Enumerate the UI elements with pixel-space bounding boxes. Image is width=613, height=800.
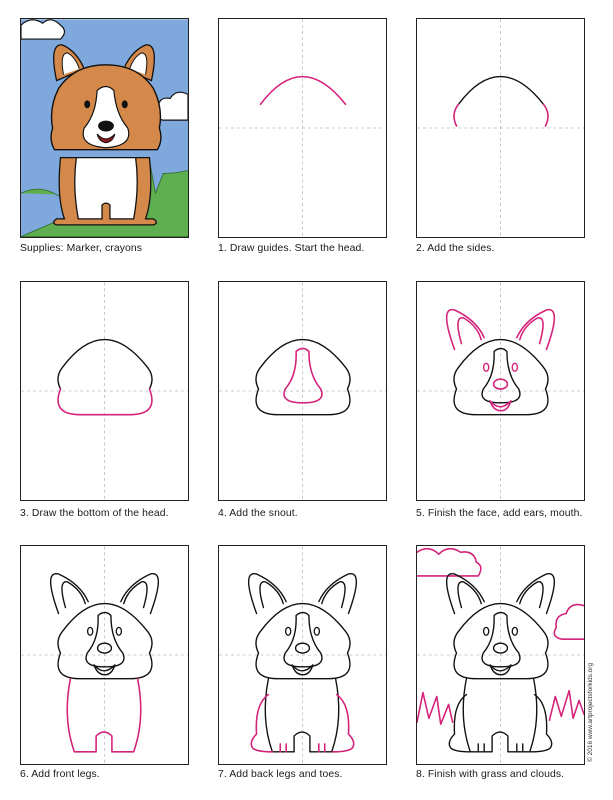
step-caption-1: 1. Draw guides. Start the head. [218, 243, 365, 254]
step-4-panel [218, 281, 387, 501]
step-caption-4: 4. Add the snout. [218, 508, 298, 519]
step-caption-supplies: Supplies: Marker, crayons [20, 243, 143, 254]
step-4-drawing [219, 282, 386, 500]
step-caption-2: 2. Add the sides. [416, 243, 495, 254]
step-7-panel [218, 545, 387, 765]
step-caption-8: 8. Finish with grass and clouds. [416, 769, 565, 780]
step-caption-7: 7. Add back legs and toes. [218, 769, 343, 780]
step-5-panel [416, 281, 585, 501]
step-1-panel [218, 18, 387, 238]
step-3-drawing [21, 282, 188, 500]
finished-coloring-panel [20, 18, 189, 238]
step-caption-5: 5. Finish the face, add ears, mouth. [416, 508, 583, 519]
copyright-credit: © 2016 www.artprojectsforkids.org [587, 662, 594, 762]
step-2-panel [416, 18, 585, 238]
step-caption-3: 3. Draw the bottom of the head. [20, 508, 169, 519]
step-1-drawing [219, 19, 386, 237]
step-6-drawing [21, 546, 188, 764]
step-3-panel [20, 281, 189, 501]
step-8-drawing [417, 546, 584, 764]
colored-corgi-drawing [21, 19, 188, 237]
step-6-panel [20, 545, 189, 765]
step-caption-6: 6. Add front legs. [20, 769, 100, 780]
step-8-panel [416, 545, 585, 765]
step-2-drawing [417, 19, 584, 237]
step-7-drawing [219, 546, 386, 764]
step-5-drawing [417, 282, 584, 500]
